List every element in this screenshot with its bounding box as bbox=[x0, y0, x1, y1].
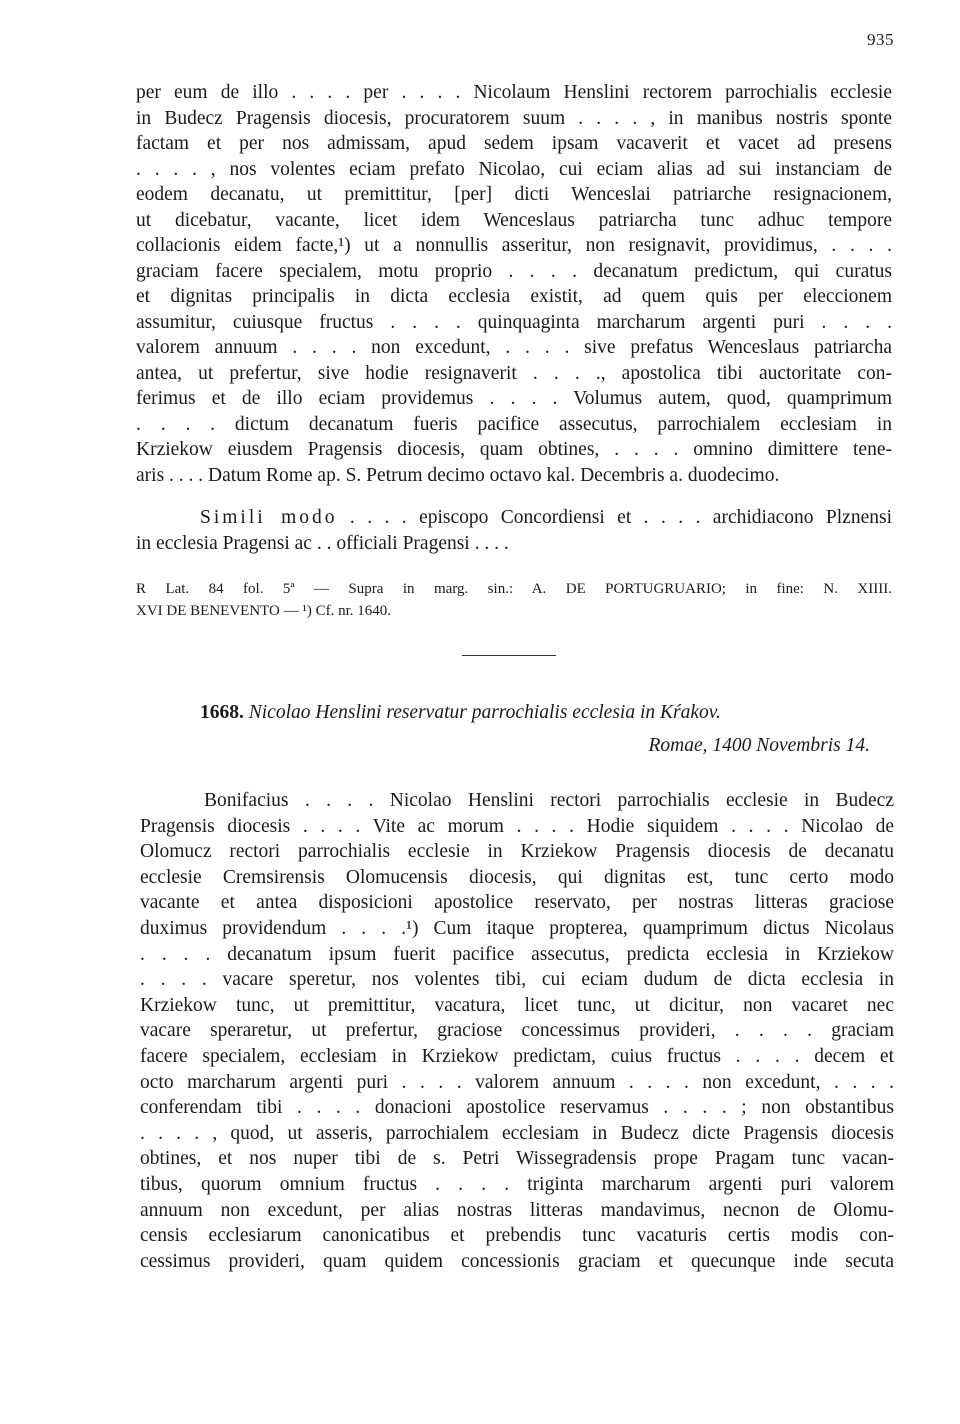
footnote-line: XVI DE BENEVENTO — ¹) Cf. nr. 1640. bbox=[136, 603, 392, 619]
text-line: annuum non excedunt, per alias nostras litteras mandavimus, necnon de Olomu- bbox=[140, 1199, 894, 1221]
text-line: factam et per nos admissam, apud sedem ipsam vacaverit et vacet ad presens bbox=[136, 133, 892, 154]
text-line: conferendam tibi . . . . donacioni apostolice reservamus . . . . ; non obstantibus bbox=[140, 1097, 894, 1119]
text-line: antea, ut prefertur, sive hodie resignaverit . . . ., apostolica tibi auctoritate con- bbox=[136, 362, 892, 384]
text-line: aris . . . . Datum Rome ap. S. Petrum decimo octavo kal. Decembris a. duodecimo. bbox=[136, 464, 780, 486]
text-line: . . . . , nos volentes eciam prefato Nicolao, cui eciam alias ad sui instanciam de bbox=[136, 158, 892, 180]
text-line: . . . . dictum decanatum fueris pacifice assecutus, parrochialem ecclesiam in bbox=[136, 413, 892, 435]
body-text-block bbox=[140, 788, 894, 1274]
text-line: Pragensis diocesis . . . . Vite ac morum . . . . Hodie siquidem . . . . Nicolao de bbox=[140, 815, 894, 837]
text-line: per eum de illo . . . . per . . . . Nicolaum Henslini rectorem parrochialis ecclesie bbox=[136, 82, 892, 103]
text-line: collacionis eidem facte,¹) ut a nonnullis asseritur, non resignavit, providimus, . . . . bbox=[136, 235, 892, 256]
text-line: Olomucz rectori parrochialis ecclesie in Krziekow Pragensis diocesis de decanatu bbox=[140, 841, 894, 863]
text-line: Krziekow tunc, ut premittitur, vacatura, licet tunc, ut dicitur, non vacaret nec bbox=[140, 994, 894, 1016]
text-line: in Budecz Pragensis diocesis, procuratorem suum . . . . , in manibus nostris sponte bbox=[136, 107, 892, 129]
text-line: . . . . vacare speretur, nos volentes tibi, cui eciam dudum de dicta ecclesia in bbox=[140, 969, 894, 991]
simili-spaced-word: Simili modo bbox=[200, 507, 338, 528]
text-line: octo marcharum argenti puri . . . . valorem annuum . . . . non excedunt, . . . . bbox=[140, 1071, 894, 1093]
document-heading bbox=[200, 700, 880, 726]
text-line: ferimus et de illo eciam providemus . . . . Volumus autem, quod, quamprimum bbox=[136, 388, 892, 409]
text-line: duximus providendum . . . .¹) Cum itaque propterea, quamprimum dictus Nicolaus bbox=[140, 917, 894, 939]
section-divider bbox=[462, 655, 556, 656]
text-line: ecclesie Cremsirensis Olomucensis diocesis, qui dignitas est, tunc certo modo bbox=[140, 866, 894, 888]
text-line: . . . . decanatum ipsum fuerit pacifice assecutus, predicta ecclesia in Krziekow bbox=[140, 943, 894, 965]
text-line: vacante et antea disposicioni apostolice reservato, per nostras litteras graciose bbox=[140, 892, 894, 914]
footnotes bbox=[136, 578, 892, 622]
footnote-line: R Lat. 84 fol. 5ª — Supra in marg. sin.: A. DE PORTUGRUARIO; in fine: N. XIIII. bbox=[136, 581, 892, 597]
simili-line bbox=[136, 505, 892, 531]
simili-modo-block bbox=[136, 505, 892, 556]
text-line: facere specialem, ecclesiam in Krziekow predictam, cuius fructus . . . . decem et bbox=[140, 1045, 894, 1067]
text-line: assumitur, cuiusque fructus . . . . quinquaginta marcharum argenti puri . . . . bbox=[136, 311, 892, 333]
text-line: graciam facere specialem, motu proprio . . . . decanatum predictum, qui curatus bbox=[136, 260, 892, 282]
text-line: ut dicebatur, vacante, licet idem Wenceslaus patriarcha tunc adhuc tempore bbox=[136, 209, 892, 231]
text-line: tibus, quorum omnium fructus . . . . triginta marcharum argenti puri valorem bbox=[140, 1173, 894, 1195]
main-text-block bbox=[136, 80, 892, 488]
text-line: eodem decanatu, ut premittitur, [per] dicti Wenceslai patriarche resignacionem, bbox=[136, 184, 892, 205]
text-line: . . . . , quod, ut asseris, parrochialem ecclesiam in Budecz dicte Pragensis diocesis bbox=[140, 1122, 894, 1144]
text-line: et dignitas principalis in dicta ecclesia existit, ad quem quis per eleccionem bbox=[136, 286, 892, 307]
text-line: vacare speraretur, ut prefertur, graciose concessimus provideri, . . . . graciam bbox=[140, 1020, 894, 1042]
simili-line-2: in ecclesia Pragensi ac . . officiali Pragensi . . . . bbox=[136, 532, 509, 554]
text-line: Krziekow eiusdem Pragensis diocesis, quam obtines, . . . . omnino dimittere tene- bbox=[136, 439, 892, 460]
page-number: 935 bbox=[867, 30, 894, 49]
simili-line-rest: . . . . episcopo Concordiensi et . . . . archidiacono Plznensi bbox=[337, 507, 892, 528]
text-line: valorem annuum . . . . non excedunt, . . . . sive prefatus Wenceslaus patriarcha bbox=[136, 337, 892, 358]
text-line: cessimus provideri, quam quidem concessionis graciam et quecunque inde secuta bbox=[140, 1250, 894, 1272]
document-number: 1668. bbox=[200, 702, 244, 723]
text-line: obtines, et nos nuper tibi de s. Petri Wissegradensis prope Pragam tunc vacan- bbox=[140, 1148, 894, 1170]
text-line: censis ecclesiarum canonicatibus et prebendis tunc vacaturis certis modis con- bbox=[140, 1225, 894, 1247]
text-line: Bonifacius . . . . Nicolao Henslini rectori parrochialis ecclesie in Budecz bbox=[204, 790, 894, 811]
document-title: Nicolao Henslini reservatur parrochialis ecclesia in Kŕakov. bbox=[243, 702, 721, 723]
dateline: Romae, 1400 Novembris 14. bbox=[648, 735, 870, 756]
